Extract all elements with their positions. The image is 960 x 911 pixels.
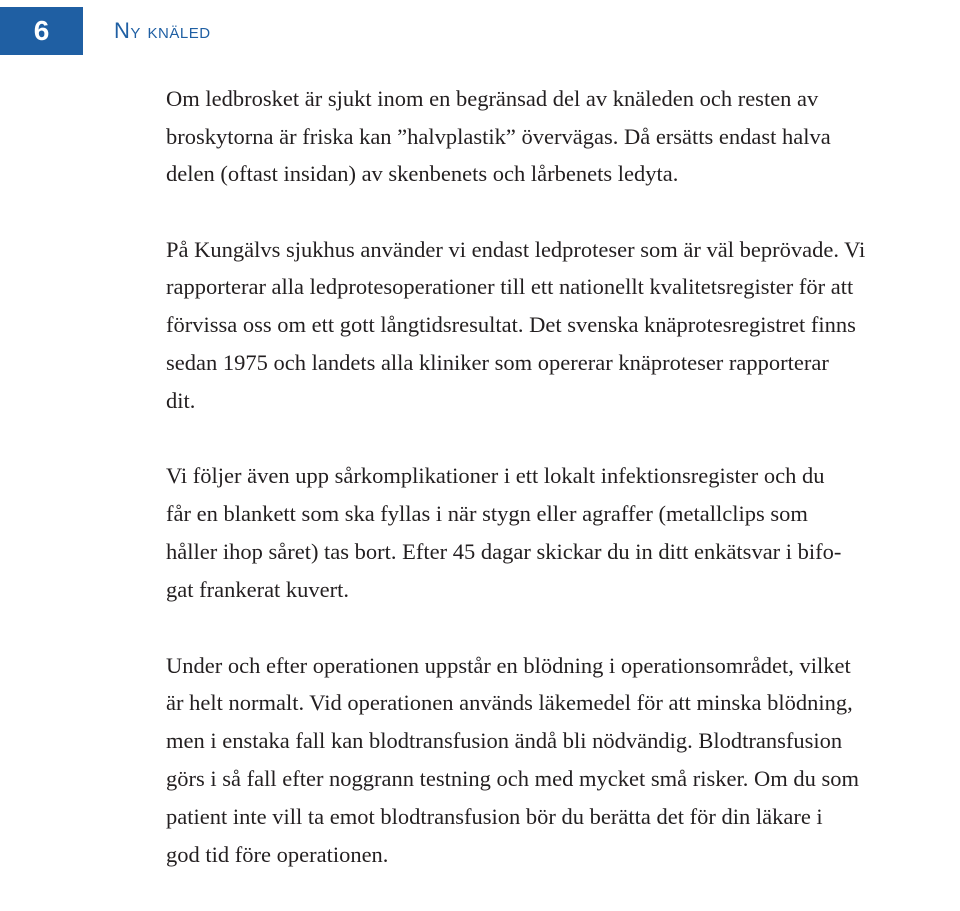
text-line: patient inte vill ta emot blodtransfusion bör du berätta det för din läkare i <box>166 803 823 829</box>
paragraph-4 <box>166 647 956 874</box>
text-line: sedan 1975 och landets alla kliniker som opererar knäproteser rapporterar <box>166 349 829 375</box>
text-line: förvissa oss om ett gott långtidsresultat. Det svenska knäprotesregistret finns <box>166 312 856 338</box>
text-line: men i enstaka fall kan blodtransfusion ändå bli nödvändig. Blodtransfusion <box>166 728 843 754</box>
text-line: Vi följer även upp sårkomplikationer i ett lokalt infektionsregister och du <box>166 463 825 489</box>
text-line: rapporterar alla ledprotesoperationer till ett nationellt kvalitetsregister för att <box>166 274 854 300</box>
text-line: dit. <box>166 387 196 413</box>
text-line: görs i så fall efter noggrann testning och med mycket små risker. Om du som <box>166 766 859 792</box>
body-text <box>166 80 956 911</box>
text-line: gat frankerat kuvert. <box>166 576 350 602</box>
paragraph-3 <box>166 457 956 608</box>
text-line: är helt normalt. Vid operationen används läkemedel för att minska blödning, <box>166 690 853 716</box>
text-line: Under och efter operationen uppstår en blödning i operationsområdet, vilket <box>166 652 851 678</box>
text-line: broskytorna är friska kan ”halvplastik” övervägas. Då ersätts endast halva <box>166 123 831 149</box>
text-line: delen (oftast insidan) av skenbenets och lårbenets ledyta. <box>166 161 679 186</box>
text-line: Om ledbrosket är sjukt inom en begränsad del av knäleden och resten av <box>166 86 819 111</box>
chapter-title: Ny knäled <box>114 18 211 43</box>
page-number: 6 <box>33 15 50 46</box>
paragraph-1 <box>166 80 956 193</box>
text-line: god tid före operationen. <box>166 841 389 867</box>
text-line: På Kungälvs sjukhus använder vi endast ledproteser som är väl beprövade. Vi <box>166 236 866 262</box>
paragraph-2 <box>166 231 956 420</box>
page-number-badge <box>0 7 83 55</box>
text-line: håller ihop såret) tas bort. Efter 45 dagar skickar du in ditt enkätsvar i bifo- <box>166 539 842 565</box>
text-line: får en blankett som ska fyllas i när stygn eller agraffer (metallclips som <box>166 501 808 527</box>
